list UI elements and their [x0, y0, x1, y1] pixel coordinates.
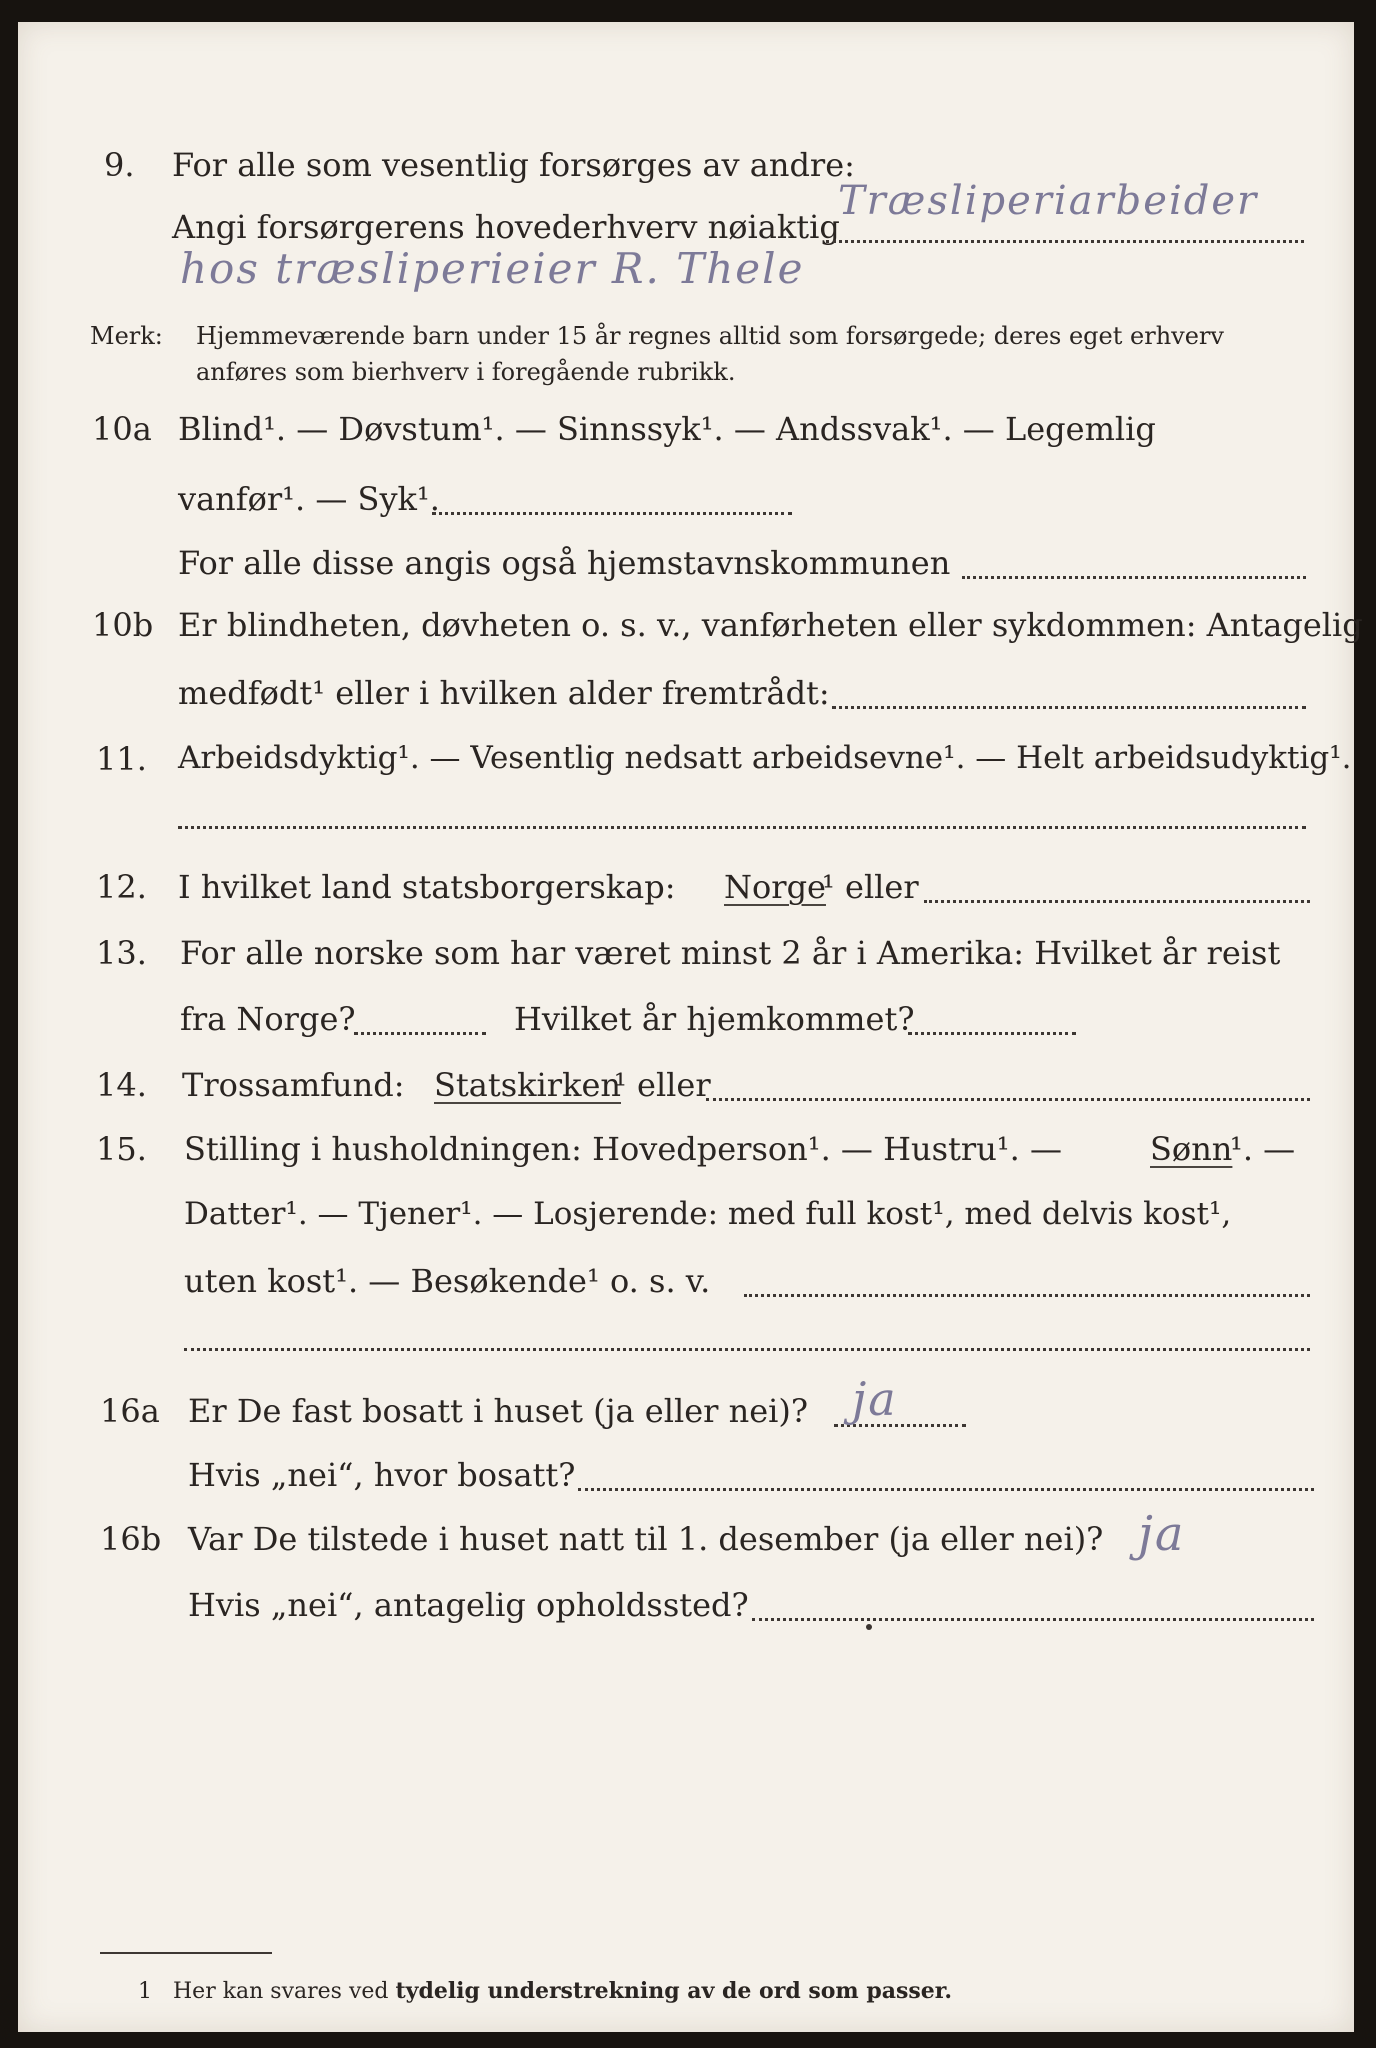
q13-departure-line[interactable] — [354, 1032, 486, 1035]
q10b-line1 — [0, 602, 1376, 650]
q16b-followup-line[interactable] — [752, 1618, 1314, 1621]
footnote — [138, 1978, 952, 2004]
footnote-text: Her kan svares ved — [172, 1979, 389, 2004]
q14-answer-line[interactable] — [706, 1098, 1310, 1101]
q11-answer-row — [0, 790, 1376, 838]
merk-line2 — [0, 354, 1376, 402]
q15-line3 — [0, 1258, 1376, 1306]
q16b-number: 16b — [100, 1520, 162, 1558]
q15-options-end: ¹. — — [1230, 1130, 1296, 1168]
q10a-line1 — [0, 406, 1376, 454]
q9-provider-label: Angi forsørgerens hovederhverv nøiaktig — [172, 208, 840, 246]
q9-answer-line[interactable] — [826, 240, 1304, 243]
q10a-line3 — [0, 540, 1376, 588]
q16b-question: Var De tilstede i huset natt til 1. desember (ja eller nei)? — [188, 1520, 1104, 1558]
q16a-followup: Hvis „nei“, hvor bosatt? — [188, 1456, 576, 1494]
q13-question: For alle norske som har været minst 2 år i Amerika: Hvilket år reist — [180, 934, 1281, 972]
q15-line2 — [0, 1192, 1376, 1240]
q10a-options-cont: vanfør¹. — Syk¹. — [178, 480, 440, 518]
q16a-number: 16a — [100, 1392, 160, 1430]
q12-answer-line[interactable] — [924, 900, 1310, 903]
q11-answer-line[interactable] — [178, 826, 1306, 829]
q15-number: 15. — [96, 1130, 147, 1168]
footnote-bold-text: tydelig understrekning av de ord som passer. — [395, 1978, 952, 2004]
q12-number: 12. — [96, 868, 147, 906]
ink-speck — [866, 1624, 872, 1630]
q16a-question: Er De fast bosatt i huset (ja eller nei)? — [188, 1392, 809, 1430]
q12-label: I hvilket land statsborgerskap: — [178, 868, 676, 906]
q10a-home-municipality: For alle disse angis også hjemstavnskommunen — [178, 544, 951, 582]
q13-number: 13. — [96, 934, 147, 972]
q11-options: Arbeidsdyktig¹. — Vesentlig nedsatt arbeidsevne¹. — Helt arbeidsudyktig¹. — [178, 740, 1352, 776]
q10a-municipality-line[interactable] — [962, 576, 1306, 579]
q10a-line2 — [0, 476, 1376, 524]
merk-note-cont: anføres som bierhverv i foregående rubrikk. — [196, 358, 736, 386]
q14-eller: ¹ eller — [614, 1066, 711, 1104]
q14-label: Trossamfund: — [182, 1066, 405, 1104]
q16b-followup: Hvis „nei“, antagelig opholdssted? — [188, 1586, 749, 1624]
q13-return-label: Hvilket år hjemkommet? — [514, 1000, 915, 1038]
q15-line1 — [0, 1126, 1376, 1174]
q14-number: 14. — [96, 1066, 147, 1104]
q16a-followup-line[interactable] — [578, 1488, 1314, 1491]
q10b-question-cont: medfødt¹ eller i hvilken alder fremtrådt: — [178, 674, 830, 712]
merk-label: Merk: — [90, 322, 163, 350]
q13-line1 — [0, 930, 1376, 978]
q9-handwritten-occupation: Træsliperiarbeider — [838, 178, 1259, 224]
q15-answer-line[interactable] — [744, 1294, 1310, 1297]
q15-extra-line[interactable] — [184, 1348, 1310, 1351]
q16b-line2 — [0, 1582, 1376, 1630]
q10b-number: 10b — [92, 606, 154, 644]
q10a-number: 10a — [92, 410, 152, 448]
q10b-line2 — [0, 670, 1376, 718]
q11-line1 — [0, 736, 1376, 784]
q14-statskirken-underlined[interactable]: Statskirken — [434, 1066, 621, 1104]
q15-options-cont: Datter¹. — Tjener¹. — Losjerende: med full kost¹, med delvis kost¹, — [184, 1196, 1232, 1232]
q12-eller: ¹ eller — [822, 868, 919, 906]
q15-extra-row — [0, 1312, 1376, 1360]
q12-norge-underlined[interactable]: Norge — [724, 868, 826, 906]
footnote-rule — [100, 1952, 272, 1954]
q12-line — [0, 864, 1376, 912]
q13-return-line[interactable] — [908, 1032, 1076, 1035]
q13-line2 — [0, 996, 1376, 1044]
q13-departure-label: fra Norge? — [180, 1000, 356, 1038]
q10b-question: Er blindheten, døvheten o. s. v., vanførheten eller sykdommen: Antagelig — [178, 606, 1363, 644]
q9-question: For alle som vesentlig forsørges av andre: — [172, 146, 855, 184]
q11-number: 11. — [96, 740, 147, 778]
q15-sonn-underlined[interactable]: Sønn — [1150, 1130, 1233, 1168]
q9-handwritten-employer: hos træsliperieier R. Thele — [180, 244, 805, 293]
q14-line — [0, 1062, 1376, 1110]
q9-number: 9. — [104, 146, 135, 184]
q16a-handwritten-answer: ja — [852, 1372, 898, 1426]
q16b-handwritten-answer: ja — [1138, 1506, 1186, 1562]
q10a-answer-line[interactable] — [432, 512, 792, 515]
q15-options-end-line: uten kost¹. — Besøkende¹ o. s. v. — [184, 1262, 711, 1300]
q10b-answer-line[interactable] — [832, 706, 1306, 709]
merk-note: Hjemmeværende barn under 15 år regnes alltid som forsørgede; deres eget erhverv — [196, 322, 1224, 350]
q16a-line2 — [0, 1452, 1376, 1500]
footnote-mark: 1 — [138, 1979, 152, 2004]
q15-options: Stilling i husholdningen: Hovedperson¹. — Hustru¹. — — [184, 1130, 1062, 1168]
q10a-options: Blind¹. — Døvstum¹. — Sinnssyk¹. — Andssvak¹. — Legemlig — [178, 410, 1156, 448]
q16a-line1 — [0, 1388, 1376, 1436]
